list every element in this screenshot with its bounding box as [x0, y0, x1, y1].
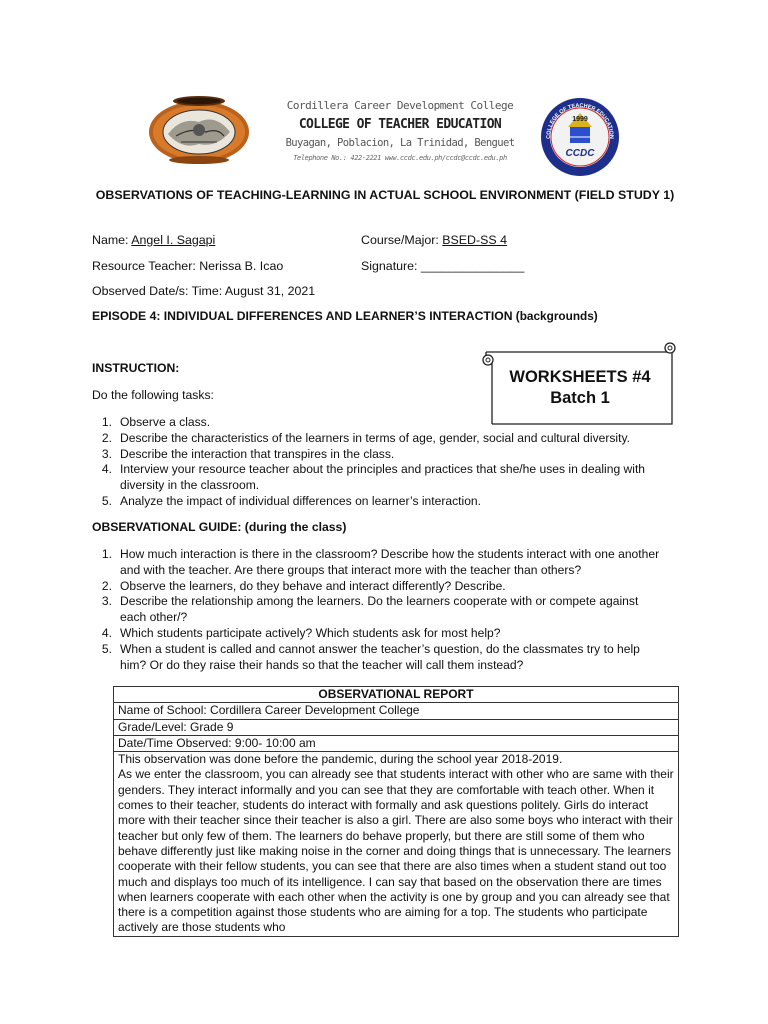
list-item: 2. Describe the characteristics of the learners in terms of age, gender, social and cultural diversity. [101, 430, 630, 445]
list-item: 4. Which students participate actively? Which students ask for most help? [101, 625, 501, 640]
resource-teacher-field: Resource Teacher: Nerissa B. Icao [92, 259, 284, 273]
report-datetime: Date/Time Observed: 9:00- 10:00 am [114, 735, 679, 751]
list-item: 1. Observe a class. [101, 415, 211, 429]
episode-heading [92, 309, 598, 323]
worksheet-number: WORKSHEETS #4 [509, 368, 651, 386]
observed-date-field: Observed Date/s: Time: August 31, 2021 [92, 284, 316, 298]
teacher-education-seal [540, 97, 620, 177]
college-contact: Telephone No.: 422-2221 www.ccdc.edu.ph/ccdc@ccdc.edu.ph [293, 154, 507, 162]
college-logo-jar [146, 92, 252, 166]
table-row [114, 752, 679, 937]
table-row [114, 703, 679, 719]
list-item: 3. Describe the interaction that transpires in the class. [101, 446, 395, 461]
list-item: 3. Describe the relationship among the learners. Do the learners cooperate with or compete against each other/? [101, 594, 639, 625]
signature-field: Signature: _______________ [361, 259, 525, 273]
guide-list [92, 547, 662, 673]
document-title: OBSERVATIONS OF TEACHING-LEARNING IN ACTUAL SCHOOL ENVIRONMENT (FIELD STUDY 1) [95, 188, 675, 202]
college-address: Buyagan, Poblacion, La Trinidad, Benguet [285, 137, 515, 149]
report-heading: OBSERVATIONAL REPORT [114, 687, 679, 703]
task-list [92, 415, 676, 510]
course-label: Course/Major: [361, 233, 443, 247]
department-name: COLLEGE OF TEACHER EDUCATION [298, 117, 502, 132]
course-field [361, 233, 507, 247]
seal-year: 1999 [572, 116, 588, 123]
observational-report-table [113, 686, 679, 937]
report-body-text: As we enter the classroom, you can already see that students interact with other who are same with their genders. They interact informally and you can see that they are comfortable with teach other. When it comes to their teacher, students do interact with formally and ask questions politely. Girls do interact more with their teacher since their teacher is also a girl. There are also some boys who interact with their teacher but only few of them. The learners do behave properly, but there are still some of them who behave differently just like making noise in the corner and doing things that is unnecessary. The learners cooperate with their fellow students, you can see that there are also times when a student stand out too much and displays too much of its intelligence. I can say that based on the observation there are times when learners cooperate with each other when the activity is one by group and you can already see that there is a competition against those students who are aiming for a top. The students who participate actively are those students who [118, 767, 674, 935]
table-row [114, 719, 679, 735]
table-row [114, 687, 679, 703]
course-value: BSED-SS 4 [442, 233, 507, 247]
instruction-heading: INSTRUCTION: [92, 361, 180, 375]
college-name: Cordillera Career Development College [286, 99, 514, 112]
observational-guide-heading: OBSERVATIONAL GUIDE: (during the class) [92, 520, 347, 534]
name-field [92, 233, 215, 247]
episode-subtitle: (backgrounds) [512, 309, 598, 323]
tasks-intro: Do the following tasks: [92, 388, 214, 402]
list-item: 5. When a student is called and cannot answer the teacher’s question, do the classmates try to help him? Or do they raise their hands so that the teacher will call them instead? [101, 641, 640, 672]
episode-title: EPISODE 4: INDIVIDUAL DIFFERENCES AND LEARNER’S INTERACTION [92, 309, 513, 323]
worksheet-label [490, 367, 670, 409]
name-label: Name: [92, 233, 132, 247]
table-row [114, 735, 679, 751]
list-item: 4. Interview your resource teacher about the principles and practices that she/he uses in dealing with diversity in the classroom. [101, 462, 646, 493]
list-item: 1. How much interaction is there in the classroom? Describe how the students interact with one another and with the teacher. Are there groups that interact more with the teacher than others? [101, 547, 660, 577]
seal-ring-text: COLLEGE OF TEACHER EDUCATION [545, 102, 615, 139]
worksheet-batch: Batch 1 [550, 389, 610, 407]
report-school: Name of School: Cordillera Career Development College [114, 703, 679, 719]
list-item: 5. Analyze the impact of individual differences on learner’s interaction. [101, 493, 482, 508]
report-intro-line: This observation was done before the pandemic, during the school year 2018-2019. [118, 752, 563, 767]
report-grade: Grade/Level: Grade 9 [114, 719, 679, 735]
report-body-cell [114, 752, 679, 937]
name-value: Angel I. Sagapi [131, 233, 216, 247]
seal-caption: CCDC [565, 148, 595, 159]
list-item: 2. Observe the learners, do they behave and interact differently? Describe. [101, 578, 506, 593]
